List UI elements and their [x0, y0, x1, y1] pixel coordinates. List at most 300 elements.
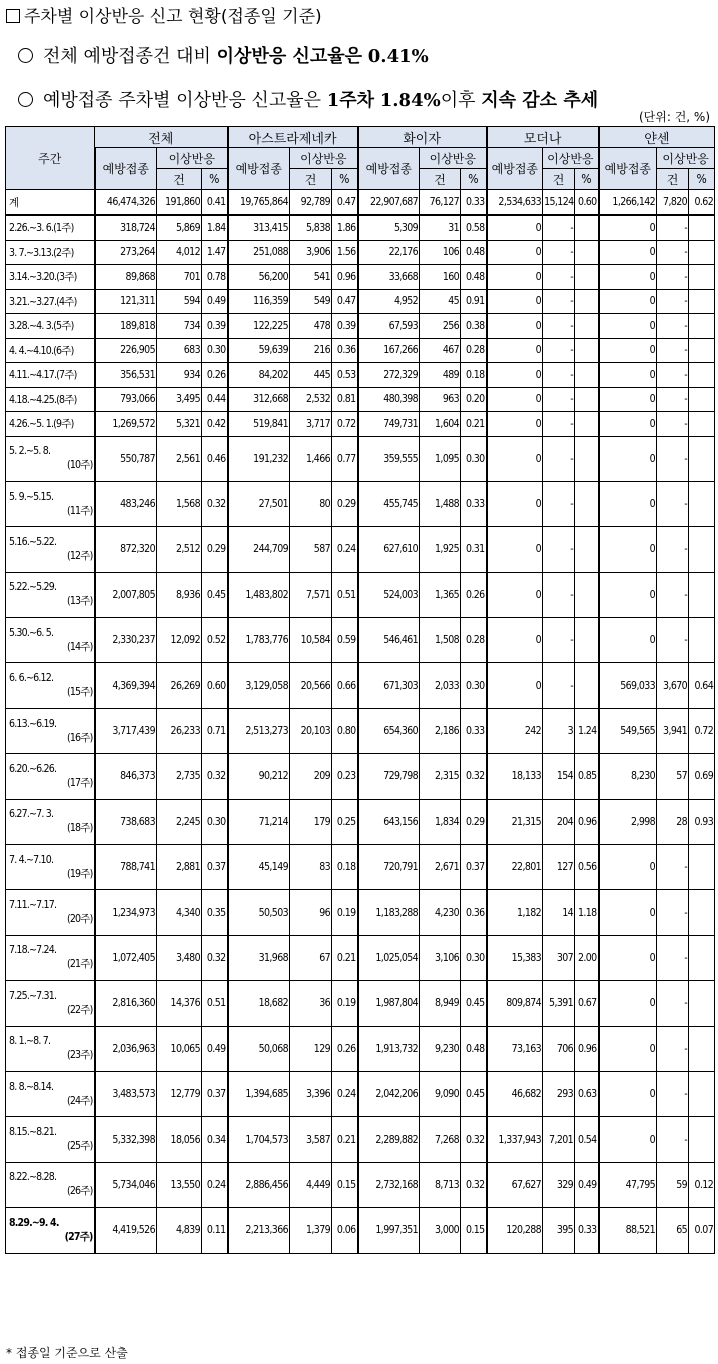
table-row: [6, 215, 715, 240]
adverse-rate-cell: 0.20: [461, 387, 487, 412]
vaccination-count-cell: 1,182: [487, 890, 543, 935]
vaccination-count-cell: 0: [599, 412, 657, 437]
percent-header: %: [575, 169, 599, 190]
vaccination-count-cell: 244,709: [228, 527, 290, 572]
adverse-count-cell: 445: [290, 363, 332, 388]
vaccination-count-cell: 1,266,142: [599, 190, 657, 216]
adverse-rate-cell: 0.33: [575, 1208, 599, 1253]
vaccination-count-cell: 643,156: [358, 799, 420, 844]
vaccination-count-cell: 121,311: [95, 289, 157, 314]
adverse-count-cell: 1,488: [420, 481, 461, 526]
adverse-count-cell: 2,735: [157, 754, 202, 799]
table-row: [6, 1117, 715, 1162]
vaccination-count-cell: 33,668: [358, 265, 420, 290]
table-row: [6, 708, 715, 753]
count-header: 건: [657, 169, 689, 190]
table-row: [6, 527, 715, 572]
adverse-rate-cell: [575, 618, 599, 663]
adverse-rate-cell: 0.72: [689, 708, 715, 753]
vaccination-count-cell: 1,987,804: [358, 981, 420, 1026]
week-number: (13주): [66, 595, 93, 608]
vaccination-header: 예방접종: [95, 148, 157, 190]
adverse-rate-cell: 0.69: [689, 754, 715, 799]
adverse-count-cell: 2,315: [420, 754, 461, 799]
adverse-rate-cell: [689, 412, 715, 437]
adverse-count-cell: 129: [290, 1026, 332, 1071]
table-row: [6, 663, 715, 708]
adverse-count-cell: 10,584: [290, 618, 332, 663]
adverse-count-cell: 2,881: [157, 845, 202, 890]
week-cell: [6, 387, 95, 412]
adverse-rate-cell: [575, 412, 599, 437]
adverse-count-cell: 541: [290, 265, 332, 290]
week-number: (24주): [66, 1094, 93, 1107]
adverse-rate-cell: 0.15: [461, 1208, 487, 1253]
line2-week: 1주차: [326, 90, 375, 111]
adverse-rate-cell: 0.45: [202, 572, 228, 617]
adverse-rate-cell: 0.33: [461, 708, 487, 753]
week-range: 8.15.~8.21.: [9, 1126, 57, 1139]
vaccination-count-cell: 550,787: [95, 436, 157, 481]
vaccination-count-cell: 2,042,206: [358, 1071, 420, 1116]
week-range: 6. 6.~6.12.: [9, 672, 54, 685]
vaccination-count-cell: 1,072,405: [95, 935, 157, 980]
adverse-count-cell: 3,000: [420, 1208, 461, 1253]
adverse-rate-cell: 0.72: [332, 412, 358, 437]
vaccination-count-cell: 483,246: [95, 481, 157, 526]
adverse-count-cell: 3,670: [657, 663, 689, 708]
adverse-count-cell: 127: [543, 845, 575, 890]
adverse-rate-cell: 1.18: [575, 890, 599, 935]
adverse-count-cell: 92,789: [290, 190, 332, 216]
vaccination-count-cell: 524,003: [358, 572, 420, 617]
week-number: (18주): [66, 822, 93, 835]
adverse-count-cell: -: [543, 387, 575, 412]
adverse-count-cell: 76,127: [420, 190, 461, 216]
adverse-count-cell: 65: [657, 1208, 689, 1253]
week-number: (26주): [66, 1185, 93, 1198]
adverse-count-cell: -: [657, 890, 689, 935]
week-cell: [6, 754, 95, 799]
adverse-rate-cell: [575, 265, 599, 290]
week-cell: [6, 412, 95, 437]
week-number: (21주): [66, 958, 93, 971]
week-range: 8.22.~8.28.: [9, 1171, 57, 1184]
adverse-count-cell: 216: [290, 338, 332, 363]
circle-bullet-icon: [18, 92, 33, 107]
week-range: 7.11.~7.17.: [9, 899, 57, 912]
week-cell: [6, 289, 95, 314]
vaccination-count-cell: 318,724: [95, 215, 157, 240]
vaccination-count-cell: 519,841: [228, 412, 290, 437]
table-row: [6, 436, 715, 481]
adverse-count-cell: -: [657, 289, 689, 314]
adverse-count-cell: -: [657, 338, 689, 363]
adverse-rate-cell: 0.24: [202, 1162, 228, 1207]
count-header: 건: [420, 169, 461, 190]
vaccination-count-cell: 90,212: [228, 754, 290, 799]
week-cell: [6, 1162, 95, 1207]
adverse-rate-cell: 0.26: [461, 572, 487, 617]
adverse-count-cell: 549: [290, 289, 332, 314]
adverse-rate-cell: 0.37: [202, 1071, 228, 1116]
adverse-count-cell: 83: [290, 845, 332, 890]
adverse-rate-cell: 0.30: [461, 663, 487, 708]
week-range: 계: [9, 196, 19, 209]
adverse-count-cell: -: [657, 363, 689, 388]
adverse-count-cell: 5,391: [543, 981, 575, 1026]
vaccination-count-cell: 2,513,273: [228, 708, 290, 753]
vaccination-count-cell: 846,373: [95, 754, 157, 799]
vaccination-count-cell: 356,531: [95, 363, 157, 388]
adverse-count-cell: 20,103: [290, 708, 332, 753]
total-row: [6, 190, 715, 216]
vaccination-count-cell: 0: [599, 289, 657, 314]
adverse-count-cell: 3,941: [657, 708, 689, 753]
adverse-rate-cell: 0.44: [202, 387, 228, 412]
vaccination-count-cell: 0: [487, 240, 543, 265]
vaccination-count-cell: 3,483,573: [95, 1071, 157, 1116]
table-row: [6, 890, 715, 935]
vaccination-count-cell: 1,183,288: [358, 890, 420, 935]
adverse-count-cell: -: [657, 572, 689, 617]
adverse-rate-cell: 0.29: [461, 799, 487, 844]
vaccination-count-cell: 809,874: [487, 981, 543, 1026]
week-range: 5. 9.~5.15.: [9, 490, 54, 503]
vaccination-count-cell: 56,200: [228, 265, 290, 290]
weekly-adverse-event-table: [5, 126, 715, 1254]
vaccination-count-cell: 720,791: [358, 845, 420, 890]
adverse-count-cell: 587: [290, 527, 332, 572]
adverse-count-cell: 293: [543, 1071, 575, 1116]
adverse-rate-cell: [575, 338, 599, 363]
adverse-rate-cell: 0.58: [461, 215, 487, 240]
vaccination-count-cell: 22,907,687: [358, 190, 420, 216]
vaccination-count-cell: 122,225: [228, 314, 290, 339]
week-range: 6.20.~6.26.: [9, 762, 57, 775]
adverse-rate-cell: 0.67: [575, 981, 599, 1026]
adverse-count-cell: 14,376: [157, 981, 202, 1026]
vaccination-count-cell: 0: [599, 618, 657, 663]
adverse-rate-cell: 0.48: [461, 240, 487, 265]
vaccination-header: 예방접종: [228, 148, 290, 190]
week-cell: [6, 338, 95, 363]
vaccination-count-cell: 27,501: [228, 481, 290, 526]
week-range: 4.26.~5. 1.(9주): [9, 418, 74, 431]
adverse-count-cell: 3: [543, 708, 575, 753]
adverse-count-cell: 7,820: [657, 190, 689, 216]
table-row: [6, 618, 715, 663]
adverse-rate-cell: 0.24: [332, 527, 358, 572]
adverse-header: 이상반응: [420, 148, 487, 169]
vaccination-count-cell: 738,683: [95, 799, 157, 844]
adverse-count-cell: -: [543, 289, 575, 314]
vaccination-count-cell: 67,593: [358, 314, 420, 339]
week-number: (12주): [66, 549, 93, 562]
vaccination-count-cell: 242: [487, 708, 543, 753]
adverse-count-cell: 191,860: [157, 190, 202, 216]
adverse-count-cell: -: [657, 981, 689, 1026]
week-cell: [6, 1026, 95, 1071]
week-range: 5.30.~6. 5.: [9, 626, 54, 639]
adverse-count-cell: -: [657, 481, 689, 526]
vaccination-count-cell: 21,315: [487, 799, 543, 844]
vaccination-count-cell: 0: [487, 481, 543, 526]
vaccination-count-cell: 455,745: [358, 481, 420, 526]
adverse-count-cell: -: [543, 412, 575, 437]
adverse-count-cell: -: [657, 618, 689, 663]
week-number: (14주): [66, 640, 93, 653]
adverse-rate-cell: 0.33: [461, 481, 487, 526]
adverse-rate-cell: 0.30: [202, 799, 228, 844]
week-range: 3.21.~3.27.(4주): [9, 295, 77, 308]
adverse-rate-cell: 1.84: [202, 215, 228, 240]
week-range: 7.25.~7.31.: [9, 989, 57, 1002]
vaccination-count-cell: 1,783,776: [228, 618, 290, 663]
adverse-count-cell: 2,671: [420, 845, 461, 890]
table-row: [6, 265, 715, 290]
adverse-rate-cell: [689, 240, 715, 265]
adverse-count-cell: 13,550: [157, 1162, 202, 1207]
adverse-count-cell: -: [543, 338, 575, 363]
adverse-rate-cell: [689, 1026, 715, 1071]
adverse-count-cell: 1,466: [290, 436, 332, 481]
adverse-rate-cell: 0.63: [575, 1071, 599, 1116]
vaccination-count-cell: 1,269,572: [95, 412, 157, 437]
adverse-rate-cell: 0.18: [461, 363, 487, 388]
adverse-count-cell: 209: [290, 754, 332, 799]
adverse-rate-cell: 0.12: [689, 1162, 715, 1207]
adverse-count-cell: 26,269: [157, 663, 202, 708]
line1-prefix: 전체 예방접종건 대비: [43, 46, 211, 67]
week-number: (15주): [66, 686, 93, 699]
adverse-rate-cell: 0.47: [332, 190, 358, 216]
week-range: 6.27.~7. 3.: [9, 808, 54, 821]
week-number: (10주): [66, 459, 93, 472]
adverse-count-cell: 9,230: [420, 1026, 461, 1071]
adverse-count-cell: 160: [420, 265, 461, 290]
week-range: 6.13.~6.19.: [9, 717, 57, 730]
table-body: [6, 190, 715, 1254]
adverse-count-cell: 2,033: [420, 663, 461, 708]
adverse-rate-cell: 0.96: [575, 1026, 599, 1071]
vaccination-count-cell: 4,952: [358, 289, 420, 314]
vaccination-count-cell: 313,415: [228, 215, 290, 240]
adverse-count-cell: -: [657, 436, 689, 481]
adverse-count-cell: 20,566: [290, 663, 332, 708]
vaccination-count-cell: 0: [599, 572, 657, 617]
adverse-count-cell: 45: [420, 289, 461, 314]
adverse-count-cell: -: [543, 527, 575, 572]
adverse-rate-cell: [575, 481, 599, 526]
adverse-rate-cell: 0.64: [689, 663, 715, 708]
week-range: 3.14.~3.20.(3주): [9, 271, 77, 284]
vaccination-count-cell: 0: [599, 387, 657, 412]
adverse-count-cell: 26,233: [157, 708, 202, 753]
adverse-count-cell: 14: [543, 890, 575, 935]
week-cell: [6, 890, 95, 935]
adverse-rate-cell: 0.52: [202, 618, 228, 663]
vaccination-count-cell: 5,309: [358, 215, 420, 240]
adverse-rate-cell: 0.07: [689, 1208, 715, 1253]
adverse-rate-cell: [689, 338, 715, 363]
table-row: [6, 338, 715, 363]
week-cell: [6, 708, 95, 753]
percent-header: %: [332, 169, 358, 190]
vaccination-count-cell: 0: [487, 314, 543, 339]
adverse-count-cell: 4,230: [420, 890, 461, 935]
adverse-rate-cell: [689, 572, 715, 617]
vaccination-count-cell: 2,036,963: [95, 1026, 157, 1071]
adverse-count-cell: 683: [157, 338, 202, 363]
adverse-rate-cell: 0.36: [332, 338, 358, 363]
adverse-rate-cell: 0.32: [202, 754, 228, 799]
adverse-count-cell: 1,604: [420, 412, 461, 437]
vaccination-count-cell: 1,913,732: [358, 1026, 420, 1071]
vaccination-count-cell: 359,555: [358, 436, 420, 481]
week-range: 2.26.~3. 6.(1주): [9, 222, 74, 235]
vaccination-count-cell: 73,163: [487, 1026, 543, 1071]
adverse-rate-cell: [689, 527, 715, 572]
week-cell: [6, 981, 95, 1026]
adverse-rate-cell: 0.48: [461, 265, 487, 290]
adverse-rate-cell: [575, 572, 599, 617]
vaccination-count-cell: 1,997,351: [358, 1208, 420, 1253]
group-header-total: 전체: [95, 127, 228, 148]
adverse-rate-cell: [575, 436, 599, 481]
vaccination-count-cell: 272,329: [358, 363, 420, 388]
adverse-rate-cell: 0.23: [332, 754, 358, 799]
week-range: 5.16.~5.22.: [9, 535, 57, 548]
adverse-count-cell: 307: [543, 935, 575, 980]
vaccination-count-cell: 22,801: [487, 845, 543, 890]
adverse-count-cell: -: [543, 363, 575, 388]
adverse-count-cell: 96: [290, 890, 332, 935]
adverse-count-cell: 329: [543, 1162, 575, 1207]
adverse-rate-cell: 0.34: [202, 1117, 228, 1162]
adverse-rate-cell: 0.38: [461, 314, 487, 339]
week-cell: [6, 436, 95, 481]
table-header: [6, 127, 715, 190]
adverse-count-cell: 179: [290, 799, 332, 844]
summary-line-2: [18, 86, 598, 112]
adverse-rate-cell: 0.24: [332, 1071, 358, 1116]
vaccination-count-cell: 0: [487, 363, 543, 388]
adverse-count-cell: 9,090: [420, 1071, 461, 1116]
adverse-rate-cell: [689, 215, 715, 240]
table-row: [6, 363, 715, 388]
adverse-count-cell: 1,095: [420, 436, 461, 481]
adverse-rate-cell: 0.51: [332, 572, 358, 617]
vaccination-count-cell: 0: [487, 338, 543, 363]
adverse-count-cell: -: [657, 314, 689, 339]
adverse-count-cell: 1,508: [420, 618, 461, 663]
table-row: [6, 1026, 715, 1071]
vaccination-count-cell: 189,818: [95, 314, 157, 339]
table-row: [6, 289, 715, 314]
vaccination-count-cell: 0: [599, 1026, 657, 1071]
adverse-count-cell: 734: [157, 314, 202, 339]
adverse-rate-cell: 0.54: [575, 1117, 599, 1162]
adverse-rate-cell: [689, 981, 715, 1026]
count-header: 건: [157, 169, 202, 190]
vaccination-count-cell: 0: [487, 412, 543, 437]
vaccination-count-cell: 31,968: [228, 935, 290, 980]
adverse-rate-cell: 0.35: [202, 890, 228, 935]
adverse-count-cell: 3,396: [290, 1071, 332, 1116]
adverse-rate-cell: [689, 935, 715, 980]
week-cell: [6, 799, 95, 844]
adverse-rate-cell: 0.96: [332, 265, 358, 290]
adverse-rate-cell: 0.39: [332, 314, 358, 339]
adverse-count-cell: 934: [157, 363, 202, 388]
vaccination-count-cell: 191,232: [228, 436, 290, 481]
vaccination-count-cell: 18,682: [228, 981, 290, 1026]
adverse-rate-cell: 0.21: [332, 935, 358, 980]
group-header-moderna: 모더나: [487, 127, 599, 148]
vaccination-count-cell: 0: [487, 265, 543, 290]
adverse-rate-cell: 0.21: [332, 1117, 358, 1162]
vaccination-header: 예방접종: [358, 148, 420, 190]
line2-mid: 이후: [440, 90, 476, 111]
adverse-rate-cell: [689, 845, 715, 890]
week-range: 7. 4.~7.10.: [9, 853, 54, 866]
adverse-rate-cell: 0.11: [202, 1208, 228, 1253]
vaccination-count-cell: 749,731: [358, 412, 420, 437]
adverse-rate-cell: 0.78: [202, 265, 228, 290]
vaccination-count-cell: 0: [599, 935, 657, 980]
adverse-rate-cell: 0.31: [461, 527, 487, 572]
group-header-pfizer: 화이자: [358, 127, 487, 148]
week-cell: [6, 314, 95, 339]
adverse-rate-cell: 0.06: [332, 1208, 358, 1253]
adverse-count-cell: 706: [543, 1026, 575, 1071]
adverse-rate-cell: 0.32: [461, 1117, 487, 1162]
adverse-count-cell: 59: [657, 1162, 689, 1207]
week-range: 8. 1.~8. 7.: [9, 1035, 51, 1048]
adverse-count-cell: 5,869: [157, 215, 202, 240]
vaccination-count-cell: 2,213,366: [228, 1208, 290, 1253]
vaccination-count-cell: 0: [599, 1071, 657, 1116]
adverse-count-cell: 8,936: [157, 572, 202, 617]
adverse-rate-cell: 0.37: [461, 845, 487, 890]
adverse-count-cell: 4,839: [157, 1208, 202, 1253]
vaccination-count-cell: 671,303: [358, 663, 420, 708]
adverse-rate-cell: [575, 314, 599, 339]
adverse-rate-cell: 0.19: [332, 981, 358, 1026]
adverse-count-cell: 8,949: [420, 981, 461, 1026]
week-cell: [6, 363, 95, 388]
adverse-rate-cell: 0.45: [461, 1071, 487, 1116]
vaccination-count-cell: 546,461: [358, 618, 420, 663]
unit-label: (단위: 건, %): [638, 110, 710, 124]
vaccination-count-cell: 5,734,046: [95, 1162, 157, 1207]
line2-prefix: 예방접종 주차별 이상반응 신고율은: [43, 90, 321, 111]
adverse-count-cell: -: [657, 215, 689, 240]
table-row: [6, 845, 715, 890]
adverse-rate-cell: 0.26: [332, 1026, 358, 1071]
adverse-rate-cell: [689, 890, 715, 935]
adverse-rate-cell: 0.36: [461, 890, 487, 935]
vaccination-count-cell: 4,369,394: [95, 663, 157, 708]
vaccination-count-cell: 2,534,633: [487, 190, 543, 216]
adverse-count-cell: 3,106: [420, 935, 461, 980]
table-row: [6, 572, 715, 617]
week-range: 3. 7.~3.13.(2주): [9, 246, 74, 259]
week-range: 5. 2.~5. 8.: [9, 445, 51, 458]
vaccination-count-cell: 167,266: [358, 338, 420, 363]
week-cell: [6, 240, 95, 265]
